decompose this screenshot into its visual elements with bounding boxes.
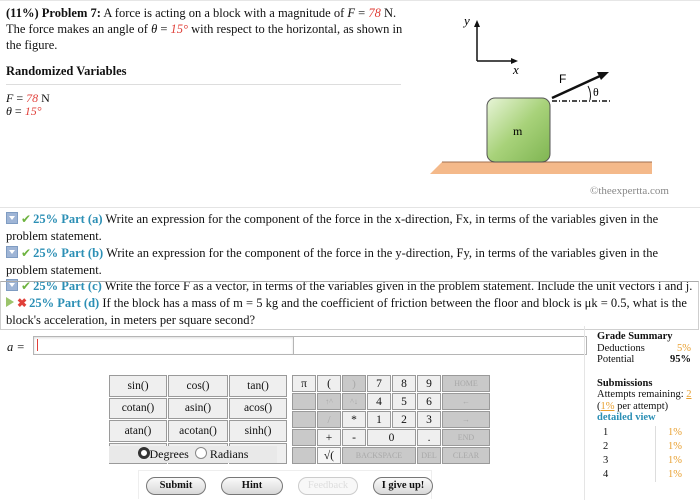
part-label[interactable]: 25% Part (a) xyxy=(33,212,103,226)
submission-row xyxy=(597,454,682,468)
submissions-table xyxy=(597,426,682,482)
key-del[interactable]: DEL xyxy=(417,447,441,464)
key-0[interactable]: 0 xyxy=(367,429,416,446)
checkmark-icon: ✔ xyxy=(21,212,32,226)
angle-mode-selector xyxy=(109,446,277,463)
answer-label: a = xyxy=(7,340,25,354)
per-attempt-label: per attempt) xyxy=(614,400,669,412)
key-8[interactable]: 8 xyxy=(392,375,416,392)
attempts-remaining xyxy=(585,389,697,401)
numeric-keys xyxy=(291,374,491,465)
key-6[interactable]: 6 xyxy=(417,393,441,410)
hint-button[interactable]: Hint xyxy=(221,477,283,495)
key-3[interactable]: 3 xyxy=(417,411,441,428)
variable-theta: θ = 15° xyxy=(6,104,42,118)
key-2[interactable]: 2 xyxy=(392,411,416,428)
give-up-button[interactable]: I give up! xyxy=(373,477,433,495)
degrees-radio[interactable] xyxy=(138,447,150,459)
key-tan[interactable]: tan() xyxy=(229,375,287,397)
key-7[interactable]: 7 xyxy=(367,375,391,392)
part-text: If the block has a mass of m = 5 kg and the coefficient of friction between the floor and block is μk = 0.5, what is the block's acceleration, in meters per square second? xyxy=(6,296,687,327)
variable-value: 15° xyxy=(24,104,42,118)
part-text: Write an expression for the component of the force in the x-direction, Fx, in terms of the variables given in the problem statement. xyxy=(6,212,659,243)
key-divide[interactable]: / xyxy=(317,411,341,428)
submission-deduction: 1% xyxy=(668,426,682,438)
key-plus[interactable]: + xyxy=(317,429,341,446)
key-blank xyxy=(292,411,316,428)
key-minus[interactable]: - xyxy=(342,429,366,446)
answer-input-extension[interactable] xyxy=(292,336,587,355)
answer-input[interactable] xyxy=(33,336,294,355)
svg-text:θ: θ xyxy=(593,85,599,99)
key-4[interactable]: 4 xyxy=(367,393,391,410)
submission-deduction: 1% xyxy=(668,454,682,466)
key-sin[interactable]: sin() xyxy=(109,375,167,397)
equals: = xyxy=(157,22,171,36)
key-blank xyxy=(292,393,316,410)
theta-value: 15° xyxy=(170,22,189,36)
play-icon xyxy=(6,297,14,307)
per-attempt-value: 1% xyxy=(600,400,615,412)
key-end[interactable]: END xyxy=(442,429,490,446)
key-dot[interactable]: . xyxy=(417,429,441,446)
variable-symbol: θ xyxy=(6,104,12,118)
potential-row xyxy=(585,354,697,366)
key-down[interactable]: ^↓ xyxy=(342,393,366,410)
problem-text: A force is acting on a block with a magnitude of xyxy=(100,6,348,20)
key-acos[interactable]: acos() xyxy=(229,398,287,420)
key-acotan[interactable]: acotan() xyxy=(168,420,228,442)
part-text: Write the force F as a vector, in terms of the variables given in the problem statement. Include the unit vectors i and j. xyxy=(101,279,693,293)
key-atan[interactable]: atan() xyxy=(109,420,167,442)
deductions-value: 5% xyxy=(677,342,691,354)
force-symbol: F xyxy=(347,6,356,20)
problem-statement xyxy=(6,5,406,53)
svg-text:y: y xyxy=(464,13,470,28)
problem-text: with respect to the horizontal, as shown in the figure. xyxy=(6,22,403,52)
part-label[interactable]: 25% Part (c) xyxy=(33,279,102,293)
expand-icon[interactable] xyxy=(6,246,18,258)
expand-icon[interactable] xyxy=(6,212,18,224)
part-b[interactable] xyxy=(6,245,696,279)
submission-row xyxy=(597,468,682,482)
key-asin[interactable]: asin() xyxy=(168,398,228,420)
part-a[interactable] xyxy=(6,211,696,245)
variable-unit: N xyxy=(38,91,50,105)
key-cos[interactable]: cos() xyxy=(168,375,228,397)
key-1[interactable]: 1 xyxy=(367,411,391,428)
detailed-view-link[interactable]: detailed view xyxy=(597,412,656,423)
key-blank xyxy=(292,429,316,446)
radians-label[interactable]: Radians xyxy=(209,447,249,461)
key-sqrt[interactable]: √( xyxy=(317,447,341,464)
potential-label: Potential xyxy=(597,354,635,365)
submission-number: 3 xyxy=(597,454,656,468)
potential-value: 95% xyxy=(670,354,691,365)
grade-summary-title: Grade Summary xyxy=(597,331,673,342)
attempts-label: Attempts remaining: xyxy=(597,389,687,400)
problem-text: N. The force makes an angle of xyxy=(6,6,397,36)
randomized-variables-title: Randomized Variables xyxy=(6,64,127,78)
problem-figure xyxy=(420,0,700,200)
copyright-text: ©theexpertta.com xyxy=(590,185,669,197)
submission-number: 2 xyxy=(597,440,656,454)
part-label[interactable]: 25% Part (b) xyxy=(33,246,104,260)
force-diagram-icon xyxy=(420,0,700,200)
force-value: 78 xyxy=(368,6,381,20)
key-sinh[interactable]: sinh() xyxy=(229,420,287,442)
variable-value: 78 xyxy=(26,91,39,105)
text-cursor xyxy=(37,339,38,351)
key-up[interactable]: ↑^ xyxy=(317,393,341,410)
key-5[interactable]: 5 xyxy=(392,393,416,410)
part-d[interactable] xyxy=(6,295,696,329)
per-attempt xyxy=(585,401,697,413)
key-right-paren[interactable]: ) xyxy=(342,375,366,392)
part-label[interactable]: 25% Part (d) xyxy=(29,296,100,310)
divider xyxy=(6,84,401,85)
key-backspace[interactable]: BACKSPACE xyxy=(342,447,416,464)
variable-symbol: F xyxy=(6,91,14,105)
radians-radio[interactable] xyxy=(195,447,207,459)
randomized-variables-list xyxy=(6,92,50,118)
key-pi[interactable]: π xyxy=(292,375,316,392)
submission-number: 1 xyxy=(597,426,656,440)
key-blank xyxy=(292,447,316,464)
submit-button[interactable]: Submit xyxy=(146,477,206,495)
deductions-label: Deductions xyxy=(597,342,645,354)
paren: ( xyxy=(597,400,601,412)
grade-summary-panel xyxy=(584,326,697,500)
key-multiply[interactable]: * xyxy=(342,411,366,428)
key-right-arrow[interactable]: → xyxy=(442,411,490,428)
svg-text:F: F xyxy=(559,72,567,86)
svg-text:m: m xyxy=(513,124,523,138)
problem-title: (11%) Problem 7: xyxy=(6,6,101,20)
key-9[interactable]: 9 xyxy=(417,375,441,392)
deductions-row xyxy=(585,343,697,355)
variable-F: F = 78 N xyxy=(6,91,50,105)
submission-number: 4 xyxy=(597,468,656,482)
key-cotan[interactable]: cotan() xyxy=(109,398,167,420)
theta-symbol: θ xyxy=(151,22,158,36)
submission-deduction: 1% xyxy=(668,468,682,480)
submission-row xyxy=(597,440,682,454)
feedback-button[interactable]: Feedback xyxy=(298,477,358,495)
degrees-label[interactable]: Degrees xyxy=(149,447,189,461)
part-text: Write an expression for the component of the force in the y-direction, Fy, in terms of the variables given in the problem statement. xyxy=(6,246,659,277)
submission-deduction: 1% xyxy=(668,440,682,452)
attempts-value: 2 xyxy=(686,389,692,400)
key-home[interactable]: HOME xyxy=(442,375,490,392)
checkmark-icon: ✔ xyxy=(21,279,32,293)
key-left-paren[interactable]: ( xyxy=(317,375,341,392)
equals: = xyxy=(355,6,369,20)
divider xyxy=(0,207,700,208)
checkmark-icon: ✔ xyxy=(21,246,32,260)
svg-text:x: x xyxy=(513,62,519,77)
submissions-title: Submissions xyxy=(597,377,653,389)
incorrect-icon: ✖ xyxy=(17,296,28,310)
submission-row xyxy=(597,426,682,440)
key-clear[interactable]: CLEAR xyxy=(442,447,490,464)
key-left-arrow[interactable]: ← xyxy=(442,393,490,410)
